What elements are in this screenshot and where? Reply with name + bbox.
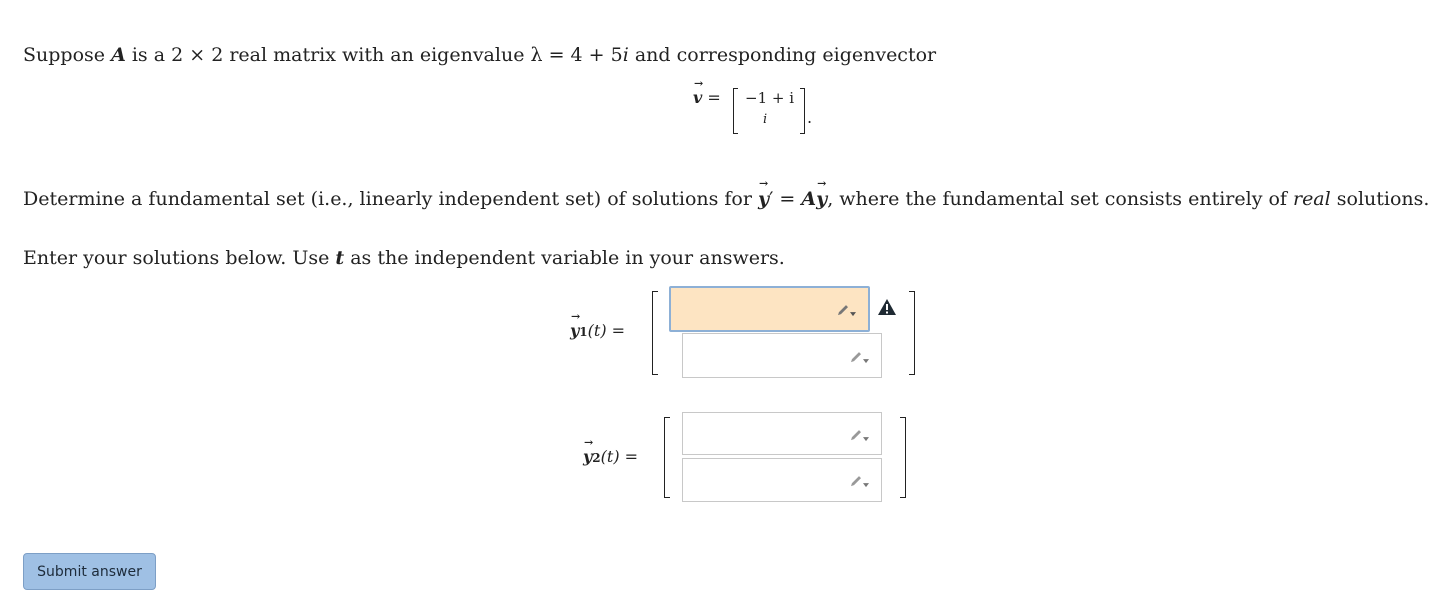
pencil-dropdown-icon[interactable] <box>849 429 869 443</box>
vector-entry-top: −1 + i <box>745 89 795 107</box>
pencil-dropdown-icon[interactable] <box>849 475 869 489</box>
y2-right-bracket <box>900 417 906 498</box>
eigenvector-period: . <box>807 108 813 127</box>
eigenvector-matrix <box>733 88 805 134</box>
problem-instructions: Enter your solutions below. Use t as the independent variable in your answers. <box>23 247 785 269</box>
y1-component-2-input[interactable] <box>682 333 882 378</box>
vector-entry-bottom: i <box>763 112 768 127</box>
pencil-dropdown-icon[interactable] <box>849 351 869 365</box>
y2-label: → y2(t) = <box>583 447 638 466</box>
pencil-dropdown-icon[interactable] <box>836 304 856 318</box>
submit-answer-button[interactable]: Submit answer <box>23 553 156 590</box>
left-bracket <box>733 88 738 134</box>
problem-intro: Suppose A is a 2 × 2 real matrix with an eigenvalue λ = 4 + 5i and corresponding eigenvector <box>23 44 937 66</box>
y1-component-1-input[interactable] <box>669 286 870 332</box>
y1-left-bracket <box>652 291 658 375</box>
y1-label: → y1(t) = <box>570 321 625 340</box>
y2-component-1-input[interactable] <box>682 412 882 455</box>
y2-component-2-input[interactable] <box>682 458 882 502</box>
y2-left-bracket <box>664 417 670 498</box>
y1-right-bracket <box>909 291 915 375</box>
eigenvector-label: → v = <box>693 88 721 107</box>
warning-icon <box>877 298 897 316</box>
right-bracket <box>800 88 805 134</box>
problem-determine: Determine a fundamental set (i.e., linearly independent set) of solutions for → y′ = A→ y, where the fundamental set consists entirely of real solutions. <box>23 188 1429 210</box>
